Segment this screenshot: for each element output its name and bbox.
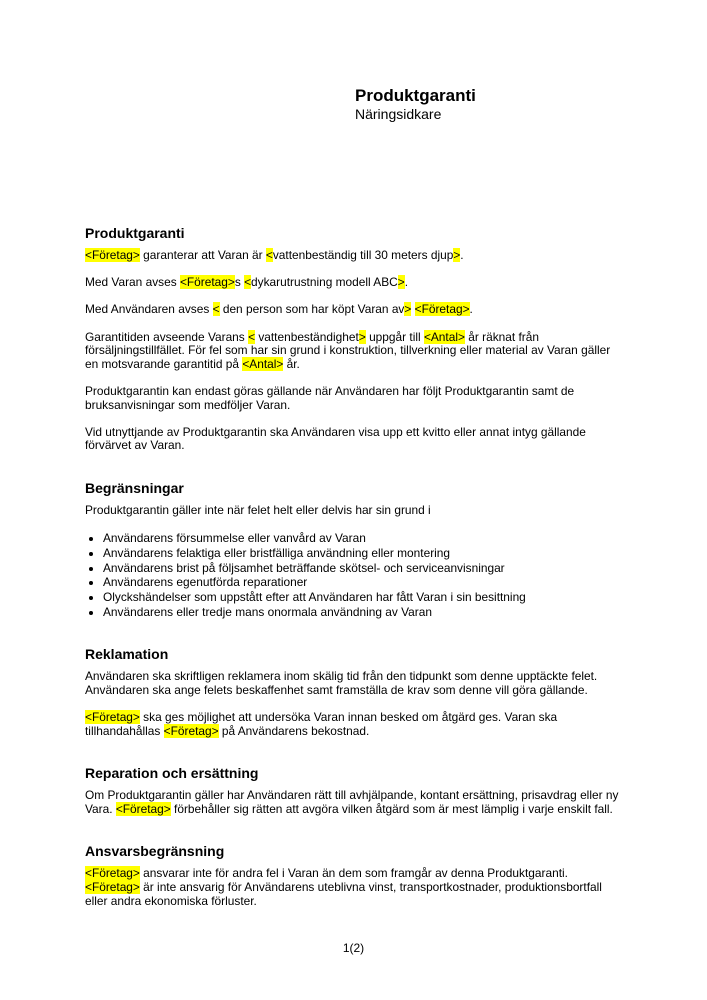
document-subtitle: Näringsidkare (355, 106, 442, 122)
bullet-item: • Användarens felaktiga eller bristfälliga användning eller montering (103, 546, 627, 561)
paragraph (85, 276, 627, 290)
paragraph (85, 867, 627, 908)
text-run: den person som har köpt Varan av (219, 302, 405, 317)
text-run: förbehåller sig rätten att avgöra vilken åtgärd som är mest lämplig i varje enskilt fall. (170, 801, 613, 816)
placeholder-highlight: <Företag> (85, 866, 140, 881)
text-run: Användaren ska ange felets beskaffenhet samt framställa de krav som denne vill göra gällande. (85, 682, 588, 697)
bullet-item: • Användarens eller tredje mans onormala användning av Varan (103, 605, 627, 620)
text-run: s (234, 275, 245, 290)
text-run: tillhandahållas (85, 723, 164, 738)
text-run: . (460, 248, 464, 262)
paragraph (85, 504, 627, 518)
text-run: Vid utnyttjande av Produktgarantin ska Användaren visa upp ett kvitto eller annat intyg gällande (85, 424, 586, 439)
placeholder-highlight: < (244, 275, 252, 290)
placeholder-highlight: <Företag> (115, 801, 171, 816)
text-run: dykarutrustning modell ABC (251, 275, 398, 290)
section-heading: Ansvarsbegränsning (85, 843, 225, 860)
document-title-block (355, 86, 627, 123)
placeholder-highlight: <Företag> (163, 723, 219, 738)
document-section (85, 765, 627, 816)
bullet-item: • Användarens brist på följsamhet beträffande skötsel- och serviceanvisningar (103, 561, 627, 576)
section-heading: Reparation och ersättning (85, 765, 259, 782)
bullet-item: • Användarens försummelse eller vanvård av Varan (103, 531, 627, 546)
paragraph (85, 303, 627, 317)
placeholder-highlight: > (404, 302, 412, 317)
placeholder-highlight: < (265, 248, 273, 262)
text-run: Produktgarantin gäller inte när felet helt eller delvis har sin grund i (85, 502, 431, 517)
text-run: garanterar att Varan är (139, 248, 266, 262)
placeholder-highlight: > (358, 329, 366, 344)
text-run: vattenbeständig till 30 meters djup (272, 248, 454, 262)
bullet-list (85, 531, 627, 619)
bullet-item: • Olyckshändelser som uppstått efter att Användaren har fått Varan i sin besittning (103, 590, 627, 605)
bullet-item: • Användarens egenutförda reparationer (103, 575, 627, 590)
text-run: försäljningstillfället. För fel som har sin grund i konstruktion, tillverkning eller material av Varan gäller (85, 343, 611, 358)
text-run: ansvarar inte för andra fel i Varan än dem som framgår av denna Produktgaranti. (139, 866, 568, 881)
paragraph (85, 426, 627, 453)
document-title: Produktgaranti (355, 86, 476, 105)
text-run: uppgår till (365, 329, 424, 344)
section-heading: Begränsningar (85, 479, 184, 496)
placeholder-highlight: <Företag> (179, 275, 235, 290)
page-number: 1(2) (342, 941, 365, 955)
text-run: Med Användaren avses (85, 302, 213, 317)
paragraph (85, 385, 627, 412)
paragraph (85, 711, 627, 738)
document-section (85, 646, 627, 738)
placeholder-highlight: <Antal> (423, 329, 465, 344)
text-run: Garantitiden avseende Varans (85, 329, 249, 344)
text-run: Användaren ska skriftligen reklamera inom skälig tid från den tidpunkt som denne upptäckte felet. (85, 669, 598, 684)
placeholder-highlight: <Företag> (414, 302, 470, 317)
section-heading: Reklamation (85, 646, 169, 663)
text-run: eller andra ekonomiska förluster. (85, 893, 257, 908)
paragraph (85, 789, 627, 816)
document-section (85, 843, 627, 908)
text-run: år. (283, 356, 300, 371)
text-run: Om Produktgarantin gäller har Användaren rätt till avhjälpande, kontant ersättning, prisavdrag eller ny (85, 788, 619, 803)
document-sections (85, 225, 627, 908)
text-run: är inte ansvarig för Användarens uteblivna vinst, transportkostnader, produktionsbortfall (139, 880, 602, 895)
placeholder-highlight: > (397, 275, 405, 290)
placeholder-highlight: <Antal> (242, 356, 284, 371)
placeholder-highlight: <Företag> (85, 248, 140, 262)
document-section (85, 225, 627, 453)
text-run: . (469, 302, 473, 317)
paragraph (85, 670, 627, 697)
text-run: Med Varan avses (85, 275, 180, 290)
text-run: . (404, 275, 409, 290)
text-run: år räknat från (464, 329, 539, 344)
paragraph (85, 249, 627, 263)
placeholder-highlight: < (248, 329, 256, 344)
placeholder-highlight: <Företag> (85, 710, 140, 725)
text-run: på Användarens bekostnad. (218, 723, 370, 738)
text-run: Produktgarantin kan endast göras gällande när Användaren har följt Produktgarantin samt de (85, 383, 575, 398)
document-section (85, 480, 627, 619)
text-run: en motsvarande garantitid på (85, 356, 243, 371)
text-run: Vara. (85, 801, 116, 816)
placeholder-highlight: <Företag> (85, 880, 140, 895)
placeholder-highlight: > (453, 248, 461, 262)
text-run: förvärvet av Varan. (85, 438, 185, 453)
text-run: vattenbeständighet (255, 329, 359, 344)
text-run: bruksanvisningar som medföljer Varan. (85, 397, 291, 412)
text-run: ska ges möjlighet att undersöka Varan innan besked om åtgärd ges. Varan ska (139, 710, 558, 725)
placeholder-highlight: < (212, 302, 220, 317)
paragraph (85, 331, 627, 372)
section-heading: Produktgaranti (85, 225, 185, 241)
